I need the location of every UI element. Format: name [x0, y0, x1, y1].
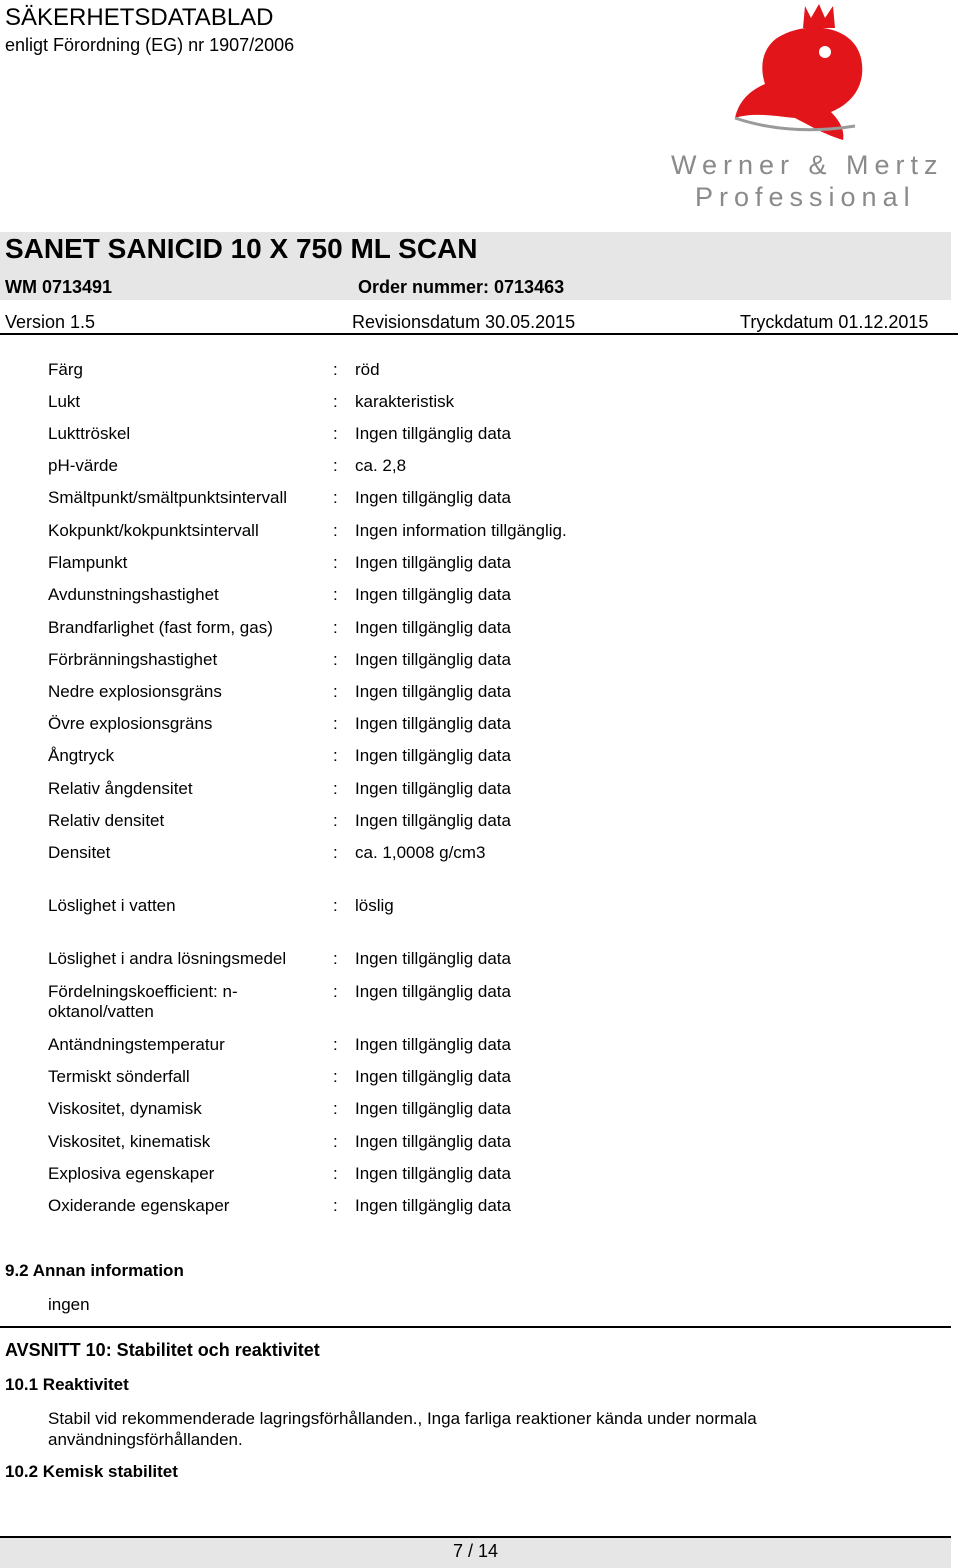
property-value: Ingen tillgänglig data — [355, 650, 511, 669]
property-label — [48, 949, 286, 969]
property-separator: : — [333, 982, 338, 1001]
property-separator: : — [333, 650, 338, 669]
property-label — [48, 682, 222, 702]
property-label — [48, 982, 238, 1022]
document-title: SÄKERHETSDATABLAD — [5, 4, 274, 31]
property-label — [48, 650, 217, 670]
property-separator: : — [333, 360, 338, 379]
property-value: ca. 2,8 — [355, 456, 407, 475]
property-value: Ingen tillgänglig data — [355, 553, 511, 572]
property-label-line: Lukt — [48, 392, 81, 411]
property-separator: : — [333, 1132, 338, 1151]
version: Version 1.5 — [5, 312, 96, 332]
property-separator: : — [333, 714, 338, 733]
property-label-line: Flampunkt — [48, 553, 128, 572]
property-label — [48, 1099, 202, 1119]
property-label — [48, 1164, 214, 1184]
property-value: Ingen tillgänglig data — [355, 1099, 511, 1118]
property-value: röd — [355, 360, 380, 379]
property-value: Ingen tillgänglig data — [355, 1067, 511, 1086]
property-value: Ingen tillgänglig data — [355, 1035, 511, 1054]
property-label — [48, 424, 130, 444]
header-divider — [0, 333, 958, 335]
property-separator: : — [333, 1067, 338, 1086]
property-separator: : — [333, 682, 338, 701]
property-value: Ingen tillgänglig data — [355, 488, 511, 507]
property-value: Ingen tillgänglig data — [355, 714, 511, 733]
property-label — [48, 585, 219, 605]
property-value: karakteristisk — [355, 392, 455, 411]
property-label — [48, 1067, 190, 1087]
property-separator: : — [333, 392, 338, 411]
property-label-line: pH-värde — [48, 456, 118, 475]
property-separator: : — [333, 521, 338, 540]
property-label-line: Löslighet i vatten — [48, 896, 176, 915]
property-label — [48, 896, 176, 916]
section-9-2-title: 9.2 Annan information — [5, 1261, 184, 1280]
property-label-line: Nedre explosionsgräns — [48, 682, 222, 701]
property-label-line: Viskositet, kinematisk — [48, 1132, 211, 1151]
property-separator: : — [333, 949, 338, 968]
property-label-line: Förbränningshastighet — [48, 650, 218, 669]
property-value: Ingen tillgänglig data — [355, 1132, 511, 1151]
company-logo — [655, 0, 955, 220]
property-label-line: Termiskt sönderfall — [48, 1067, 190, 1086]
property-separator: : — [333, 488, 338, 507]
logo-text-werner-mertz: Werner & Mertz — [671, 150, 944, 180]
section-10-title: AVSNITT 10: Stabilitet och reaktivitet — [5, 1340, 320, 1360]
property-label-line: Explosiva egenskaper — [48, 1164, 215, 1183]
property-value: Ingen tillgänglig data — [355, 949, 511, 968]
property-label-line: Antändningstemperatur — [48, 1035, 225, 1054]
property-separator: : — [333, 618, 338, 637]
property-label — [48, 811, 164, 831]
property-separator: : — [333, 779, 338, 798]
property-value: ca. 1,0008 g/cm3 — [355, 843, 486, 862]
property-separator: : — [333, 811, 338, 830]
section-10-1-title: 10.1 Reaktivitet — [5, 1375, 129, 1394]
document-subtitle: enligt Förordning (EG) nr 1907/2006 — [5, 35, 295, 55]
property-value: Ingen tillgänglig data — [355, 424, 511, 443]
property-value: Ingen tillgänglig data — [355, 618, 511, 637]
property-label-line: Densitet — [48, 843, 111, 862]
property-value: Ingen tillgänglig data — [355, 682, 511, 701]
property-label-line: Fördelningskoefficient: n- — [48, 982, 238, 1001]
revision-date: Revisionsdatum 30.05.2015 — [352, 312, 576, 332]
property-label — [48, 618, 273, 638]
property-label-line: Ångtryck — [48, 746, 115, 765]
property-label-line: Lukttröskel — [48, 424, 131, 443]
property-value: löslig — [355, 896, 394, 915]
property-separator: : — [333, 456, 338, 475]
property-label-line: Kokpunkt/kokpunktsintervall — [48, 521, 259, 540]
property-label-line: Relativ densitet — [48, 811, 165, 830]
page-number: 7 / 14 — [452, 1541, 499, 1561]
property-label — [48, 779, 193, 799]
property-label — [48, 456, 118, 476]
property-separator: : — [333, 1164, 338, 1183]
logo-text-professional: Professional — [695, 182, 916, 212]
property-label — [48, 714, 212, 734]
property-label-line: Oxiderande egenskaper — [48, 1196, 230, 1215]
print-date: Tryckdatum 01.12.2015 — [740, 312, 929, 332]
property-label-line: Viskositet, dynamisk — [48, 1099, 202, 1118]
property-separator: : — [333, 843, 338, 862]
property-separator: : — [333, 1099, 338, 1118]
frog-king-logo-icon — [655, 0, 955, 150]
section-10-2-title: 10.2 Kemisk stabilitet — [5, 1462, 178, 1481]
section-10-1-text-line2: användningsförhållanden. — [48, 1430, 243, 1449]
property-separator: : — [333, 1196, 338, 1215]
property-label — [48, 360, 83, 380]
property-label-line: Färg — [48, 360, 83, 379]
product-name: SANET SANICID 10 X 750 ML SCAN — [5, 233, 478, 264]
property-label — [48, 488, 287, 508]
property-label — [48, 553, 127, 573]
property-separator: : — [333, 585, 338, 604]
property-label-line: Löslighet i andra lösningsmedel — [48, 949, 287, 968]
property-label — [48, 1132, 210, 1152]
property-label — [48, 1196, 229, 1216]
property-separator: : — [333, 1035, 338, 1054]
property-label-line: Smältpunkt/smältpunktsintervall — [48, 488, 288, 507]
order-number: Order nummer: 0713463 — [358, 277, 565, 297]
property-label-line: Brandfarlighet (fast form, gas) — [48, 618, 273, 637]
property-label — [48, 521, 259, 541]
property-separator: : — [333, 746, 338, 765]
property-separator: : — [333, 896, 338, 915]
property-value: Ingen tillgänglig data — [355, 746, 511, 765]
property-value: Ingen tillgänglig data — [355, 982, 511, 1001]
section-divider — [0, 1326, 951, 1328]
property-label — [48, 746, 114, 766]
property-separator: : — [333, 424, 338, 443]
property-label-line: Övre explosionsgräns — [48, 714, 213, 733]
property-label-line: Relativ ångdensitet — [48, 779, 193, 798]
property-value: Ingen tillgänglig data — [355, 585, 511, 604]
wm-code: WM 0713491 — [5, 277, 113, 297]
property-separator: : — [333, 553, 338, 572]
property-label-line: oktanol/vatten — [48, 1002, 154, 1021]
section-10-1-text-line1: Stabil vid rekommenderade lagringsförhållanden., Inga farliga reaktioner kända under normala — [48, 1409, 757, 1428]
property-label — [48, 392, 80, 412]
property-value: Ingen tillgänglig data — [355, 1196, 511, 1215]
property-label — [48, 843, 110, 863]
property-value: Ingen information tillgänglig. — [355, 521, 567, 540]
property-value: Ingen tillgänglig data — [355, 1164, 511, 1183]
property-value: Ingen tillgänglig data — [355, 779, 511, 798]
property-label-line: Avdunstningshastighet — [48, 585, 219, 604]
property-label — [48, 1035, 225, 1055]
property-value: Ingen tillgänglig data — [355, 811, 511, 830]
section-9-2-text: ingen — [48, 1295, 90, 1314]
